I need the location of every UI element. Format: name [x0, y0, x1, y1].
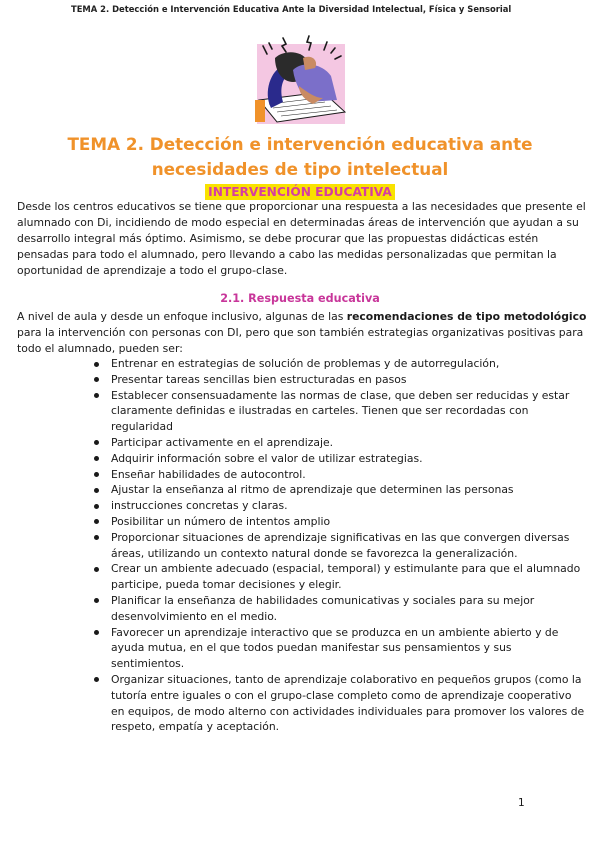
list-item: Crear un ambiente adecuado (espacial, temporal) y estimulante para que el alumnado participe, pueda tomar decisiones y elegir. [94, 561, 586, 593]
list-item: instrucciones concretas y claras. [94, 498, 586, 514]
list-item: Participar activamente en el aprendizaje. [94, 435, 586, 451]
list-item: Posibilitar un número de intentos amplio [94, 514, 586, 530]
lead-bold-phrase: recomendaciones de tipo metodológico [346, 310, 587, 323]
list-item: Enseñar habilidades de autocontrol. [94, 467, 586, 483]
highlighted-subtitle: INTERVENCIÓN EDUCATIVA [205, 184, 395, 200]
title-line-2: necesidades de tipo intelectual [151, 159, 449, 179]
list-item: Ajustar la enseñanza al ritmo de aprendizaje que determinen las personas [94, 482, 586, 498]
subtitle-row [0, 181, 600, 200]
list-item: Proporcionar situaciones de aprendizaje significativas en las que convergen diversas áreas, utilizando un contexto natural donde se favorezca la generalización. [94, 530, 586, 562]
lead-text-end: para la intervención con personas con DI, pero que son también estrategias organizativas positivas para todo el alumnado, pueden ser: [17, 326, 584, 355]
page-number: 1 [518, 797, 525, 809]
intro-paragraph: Desde los centros educativos se tiene que proporcionar una respuesta a las necesidades que presente el alumnado con Di, incidiendo de modo especial en determinadas áreas de intervención que ayudan a su desarrollo integral más óptimo. Asimismo, se debe procurar que las propuestas didácticas estén pensadas para todo el alumnado, pero llevando a cabo las medidas personalizadas que permitan la oportunidad de aprendizaje a todo el grupo-clase. [17, 200, 586, 277]
list-item: Favorecer un aprendizaje interactivo que se produzca en un ambiente abierto y de ayuda mutua, en el que todos puedan manifestar sus pensamientos y sus sentimientos. [94, 625, 586, 672]
section-heading: 2.1. Respuesta educativa [220, 292, 380, 305]
list-item: Adquirir información sobre el valor de utilizar estrategias. [94, 451, 586, 467]
list-item: Presentar tareas sencillas bien estructuradas en pasos [94, 372, 586, 388]
list-item: Entrenar en estrategias de solución de problemas y de autorregulación, [94, 356, 586, 372]
recommendations-list [94, 356, 586, 735]
lead-paragraph [17, 309, 591, 357]
lead-text-start: A nivel de aula y desde un enfoque inclusivo, algunas de las [17, 310, 347, 323]
running-header: TEMA 2. Detección e Intervención Educativa Ante la Diversidad Intelectual, Física y Sensorial [71, 4, 512, 14]
stressed-student-illustration [253, 30, 349, 126]
title-line-1: TEMA 2. Detección e intervención educativa ante [67, 134, 533, 154]
list-item: Planificar la enseñanza de habilidades comunicativas y sociales para su mejor desenvolvimiento en el medio. [94, 593, 586, 625]
page-title [30, 132, 570, 182]
list-item: Organizar situaciones, tanto de aprendizaje colaborativo en pequeños grupos (como la tutoría entre iguales o con el grupo-clase completo como de aprendizaje cooperativo en equipos, de modo alterno con actividades individuales para promover los valores de respeto, empatía y aceptación. [94, 672, 586, 735]
list-item: Establecer consensuadamente las normas de clase, que deben ser reducidas y estar claramente definidas e ilustradas en carteles. Tienen que ser recordadas con regularidad [94, 388, 586, 435]
